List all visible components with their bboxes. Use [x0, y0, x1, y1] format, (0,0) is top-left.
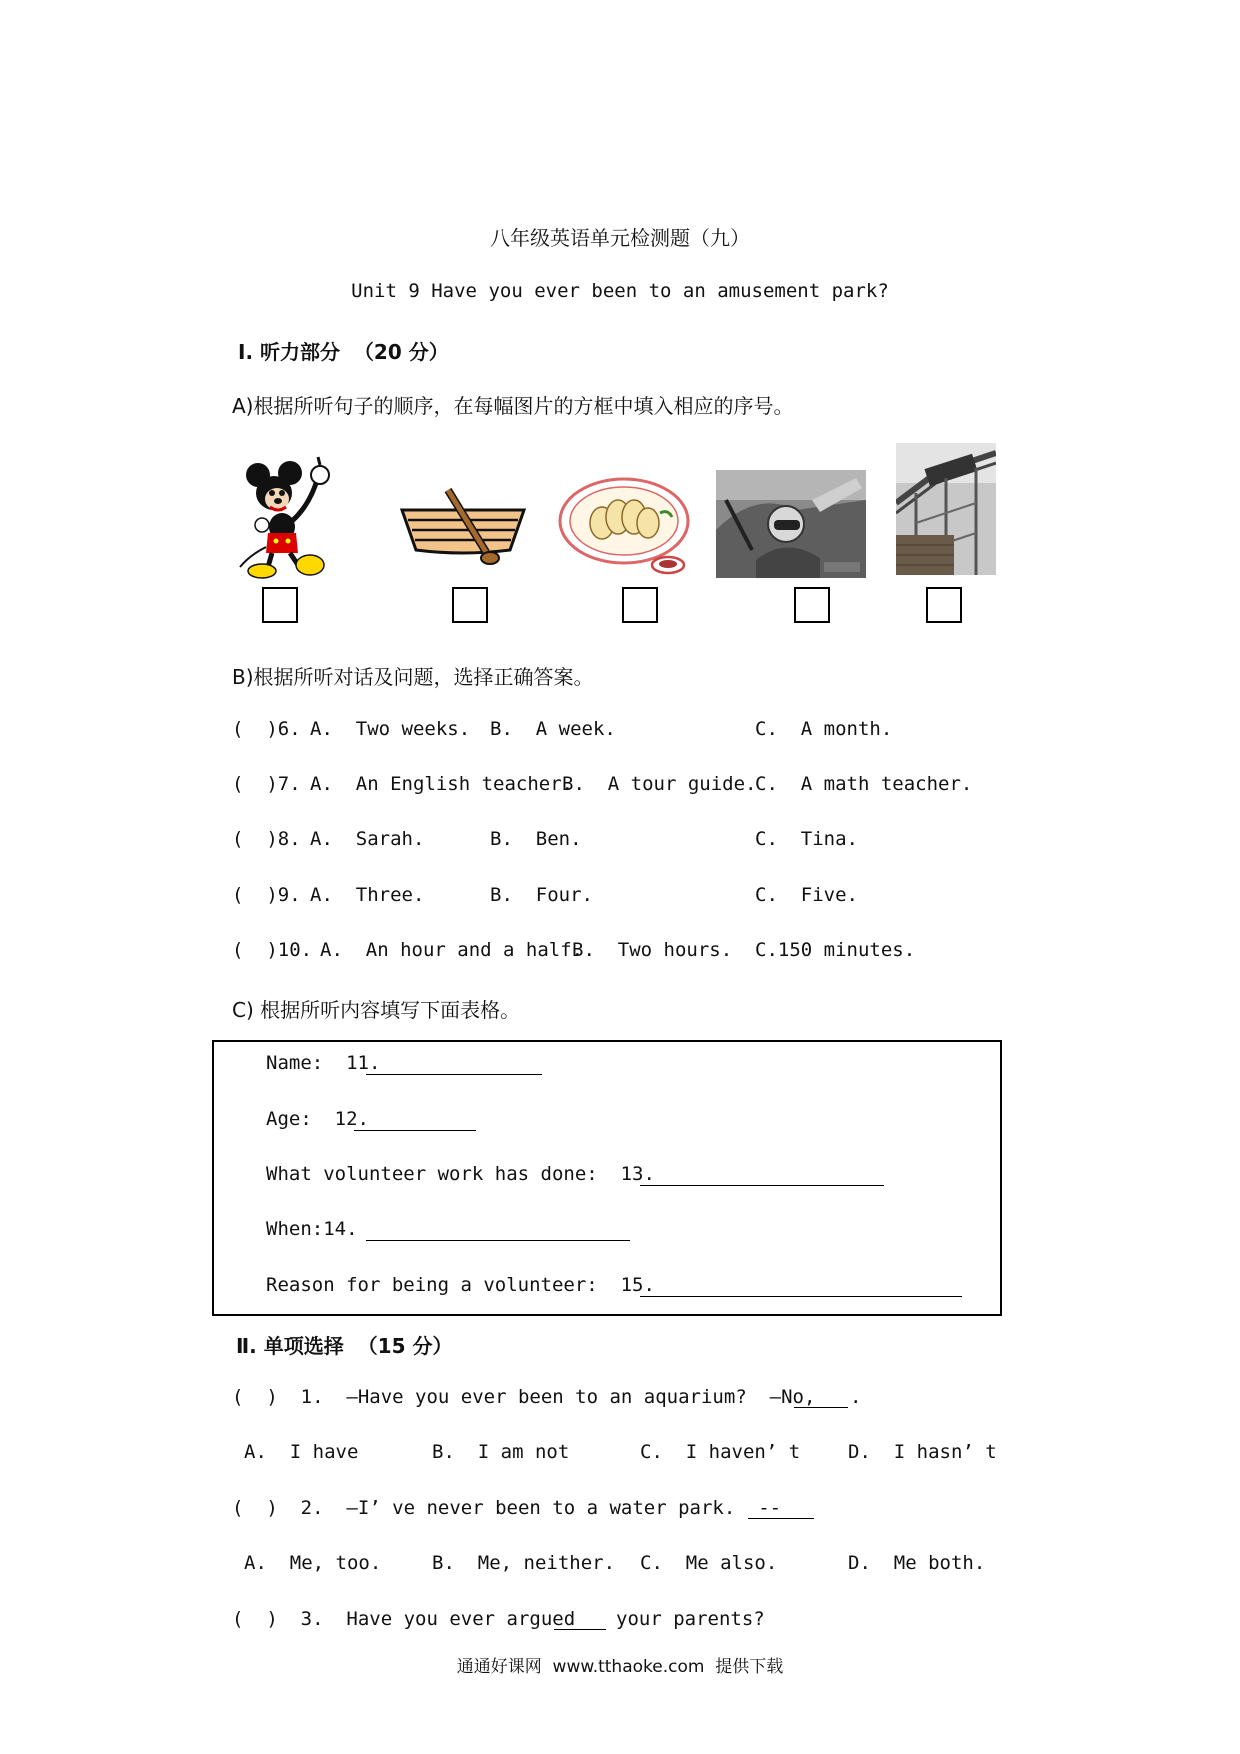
answer-box-2[interactable]: [452, 587, 488, 623]
mc-question-2-option-b: B. Me, neither.: [432, 1552, 616, 1574]
question-6-option-b: B. A week.: [490, 718, 616, 740]
mc-question-3-stem: ( ) 3. Have you ever argued: [232, 1608, 576, 1630]
reason-blank[interactable]: [640, 1296, 962, 1297]
mc-question-1-option-b: B. I am not: [432, 1441, 570, 1463]
mc-question-1-stem: ( ) 1. –Have you ever been to an aquarium? –No,: [232, 1386, 816, 1408]
mc-question-2-option-a: A. Me, too.: [244, 1552, 382, 1574]
page-title: 八年级英语单元检测题（九）: [490, 226, 750, 250]
question-8-option-a: A. Sarah.: [310, 828, 425, 850]
rowboat-icon: [398, 470, 528, 570]
question-7-option-c: C. A math teacher.: [755, 773, 973, 795]
answer-box-5[interactable]: [926, 587, 962, 623]
question-9-option-a: A. Three.: [310, 884, 425, 906]
mickey-mouse-icon: [232, 455, 352, 580]
roller-coaster-photo: [896, 443, 996, 575]
table-row-work-label: What volunteer work has done: 13.: [266, 1163, 655, 1185]
answer-box-4[interactable]: [794, 587, 830, 623]
table-row-age-label: Age: 12.: [266, 1108, 369, 1130]
question-8-option-b: B. Ben.: [490, 828, 582, 850]
work-blank[interactable]: [640, 1185, 884, 1186]
question-10-option-a: A. An hour and a half.: [320, 939, 584, 961]
table-row-name-label: Name: 11.: [266, 1052, 381, 1074]
question-9-number: ( )9.: [232, 884, 301, 906]
part-a-instruction: A)根据所听句子的顺序，在每幅图片的方框中填入相应的序号。: [232, 394, 794, 418]
mc-question-3-tail: your parents?: [616, 1608, 765, 1630]
question-7-option-a: A. An English teacher.: [310, 773, 574, 795]
mc-question-2-option-c: C. Me also.: [640, 1552, 778, 1574]
mc-question-1-option-c: C. I haven’ t: [640, 1441, 801, 1463]
dumplings-plate-icon: [556, 473, 696, 578]
part-b-instruction: B)根据所听对话及问题，选择正确答案。: [232, 665, 594, 689]
mc-question-3-blank[interactable]: [554, 1629, 606, 1630]
unit-title: Unit 9 Have you ever been to an amusement park?: [351, 280, 889, 302]
footer-text: 通通好课网 www.tthaoke.com 提供下载: [456, 1657, 784, 1677]
question-7-option-b: B. A tour guide.: [562, 773, 757, 795]
part-c-instruction: C) 根据所听内容填写下面表格。: [232, 998, 521, 1022]
question-6-option-a: A. Two weeks.: [310, 718, 471, 740]
question-7-number: ( )7.: [232, 773, 301, 795]
question-8-number: ( )8.: [232, 828, 301, 850]
when-blank[interactable]: [366, 1240, 630, 1241]
question-6-number: ( )6.: [232, 718, 301, 740]
answer-box-3[interactable]: [622, 587, 658, 623]
question-6-option-c: C. A month.: [755, 718, 893, 740]
question-9-option-b: B. Four.: [490, 884, 593, 906]
age-blank[interactable]: [354, 1130, 476, 1131]
mc-question-1-option-d: D. I hasn’ t: [848, 1441, 997, 1463]
mc-question-1-option-a: A. I have: [244, 1441, 359, 1463]
question-8-option-c: C. Tina.: [755, 828, 858, 850]
question-9-option-c: C. Five.: [755, 884, 858, 906]
mc-question-1-tail: .: [850, 1386, 862, 1408]
question-10-option-c: C.150 minutes.: [755, 939, 916, 961]
mc-question-1-blank[interactable]: [794, 1407, 848, 1408]
mc-question-2-stem: ( ) 2. –I’ ve never been to a water park. --: [232, 1497, 782, 1519]
table-row-when-label: When:14.: [266, 1218, 358, 1240]
section-1-heading: Ⅰ. 听力部分 （20 分）: [238, 340, 449, 364]
pilot-photo: [716, 470, 866, 578]
table-row-reason-label: Reason for being a volunteer: 15.: [266, 1274, 655, 1296]
name-blank[interactable]: [366, 1074, 542, 1075]
question-10-option-b: B. Two hours.: [572, 939, 733, 961]
mc-question-2-option-d: D. Me both.: [848, 1552, 986, 1574]
mc-question-2-blank[interactable]: [748, 1518, 814, 1519]
question-10-number: ( )10.: [232, 939, 313, 961]
answer-box-1[interactable]: [262, 587, 298, 623]
section-2-heading: Ⅱ. 单项选择 （15 分）: [236, 1334, 453, 1358]
